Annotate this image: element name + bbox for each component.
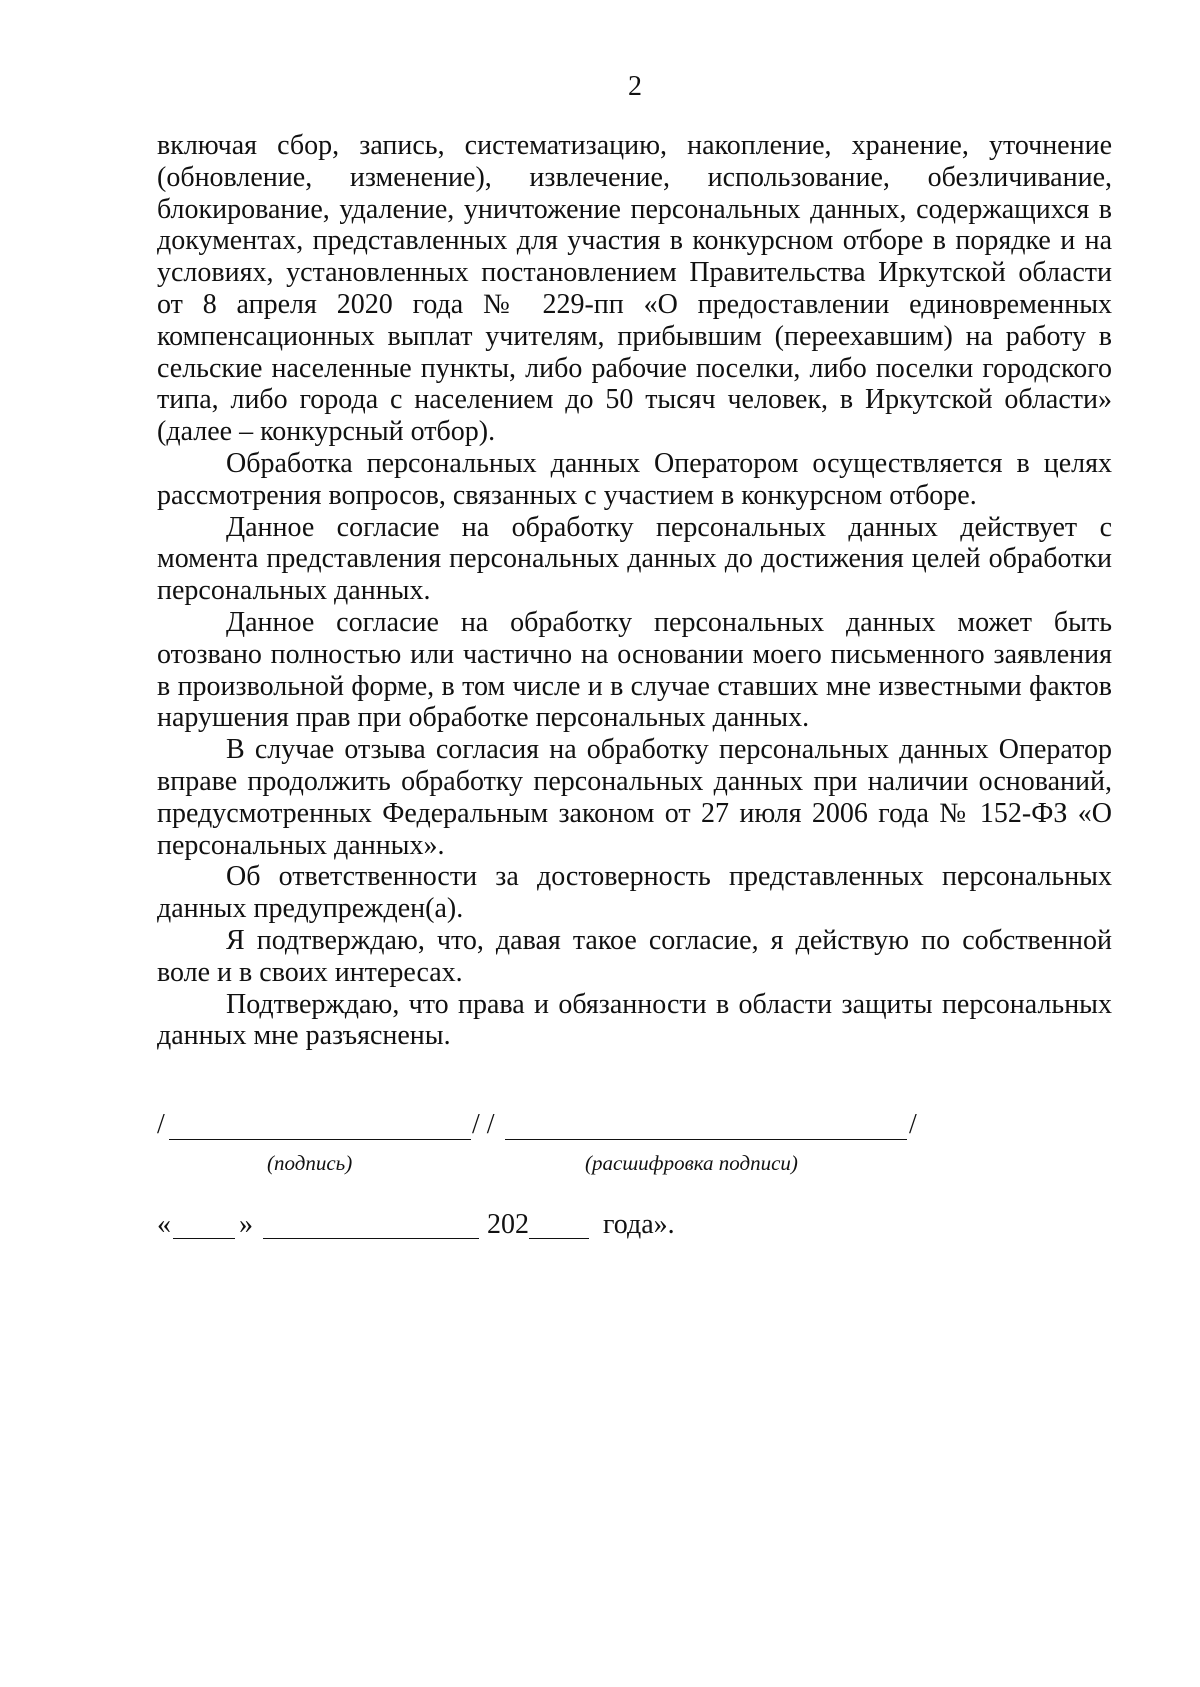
document-body: [157, 130, 1112, 1052]
paragraph-8: Подтверждаю, что права и обязанности в области защиты персональных данных мне разъяснены.: [157, 988, 1112, 1052]
date-suffix: года».: [603, 1209, 675, 1240]
signature-decoding-caption: (расшифровка подписи): [585, 1151, 798, 1175]
date-year-prefix: 202: [487, 1209, 529, 1240]
date-open-quote: «: [157, 1209, 171, 1240]
signature-decoding-line[interactable]: [505, 1139, 907, 1140]
date-block: [157, 1208, 857, 1248]
paragraph-5: В случае отзыва согласия на обработку персональных данных Оператор вправе продолжить обработку персональных данных при наличии оснований, предусмотренных Федеральным законом от 27 июля 2006 года № 152-ФЗ «О персональных данных».: [157, 734, 1112, 861]
paragraph-2: Обработка персональных данных Оператором осуществляется в целях рассмотрения вопросов, связанных с участием в конкурсном отборе.: [157, 447, 1112, 511]
date-day-line[interactable]: [173, 1238, 235, 1239]
signature-line[interactable]: [169, 1139, 471, 1140]
paragraph-6: Об ответственности за достоверность представленных персональных данных предупрежден(а).: [157, 861, 1112, 925]
signature-slash-right: /: [909, 1109, 917, 1140]
signature-slash-left: /: [157, 1109, 165, 1140]
signature-block: [157, 1108, 917, 1175]
paragraph-4: Данное согласие на обработку персональных данных может быть отозвано полностью или частично на основании моего письменного заявления в произвольной форме, в том числе и в случае ставших мне известными фактов нарушения прав при обработке персональных данных.: [157, 606, 1112, 734]
paragraph-3: Данное согласие на обработку персональных данных действует с момента представления персональных данных до достижения целей обработки персональных данных.: [157, 511, 1112, 607]
paragraph-7: Я подтверждаю, что, давая такое согласие, я действую по собственной воле и в своих интересах.: [157, 924, 1112, 988]
signature-slash-middle: / /: [472, 1109, 495, 1140]
signature-caption: (подпись): [267, 1151, 353, 1175]
paragraph-1: включая сбор, запись, систематизацию, накопление, хранение, уточнение (обновление, изменение), извлечение, использование, обезличивание, блокирование, удаление, уничтожение персональных данных, содержащихся в документах, представленных для участия в конкурсном отборе в порядке и на условиях, установленных постановлением Правительства Иркутской области от 8 апреля 2020 года № 229-пп «О предоставлении единовременных компенсационных выплат учителям, прибывшим (переехавшим) на работу в сельские населенные пункты, либо рабочие поселки, либо поселки городского типа, либо города с населением до 50 тысяч человек, в Иркутской области» (далее – конкурсный отбор).: [157, 130, 1112, 448]
date-month-line[interactable]: [263, 1238, 479, 1239]
date-close-quote: »: [239, 1209, 253, 1240]
page-number: 2: [628, 71, 642, 102]
date-year-line[interactable]: [529, 1238, 589, 1239]
